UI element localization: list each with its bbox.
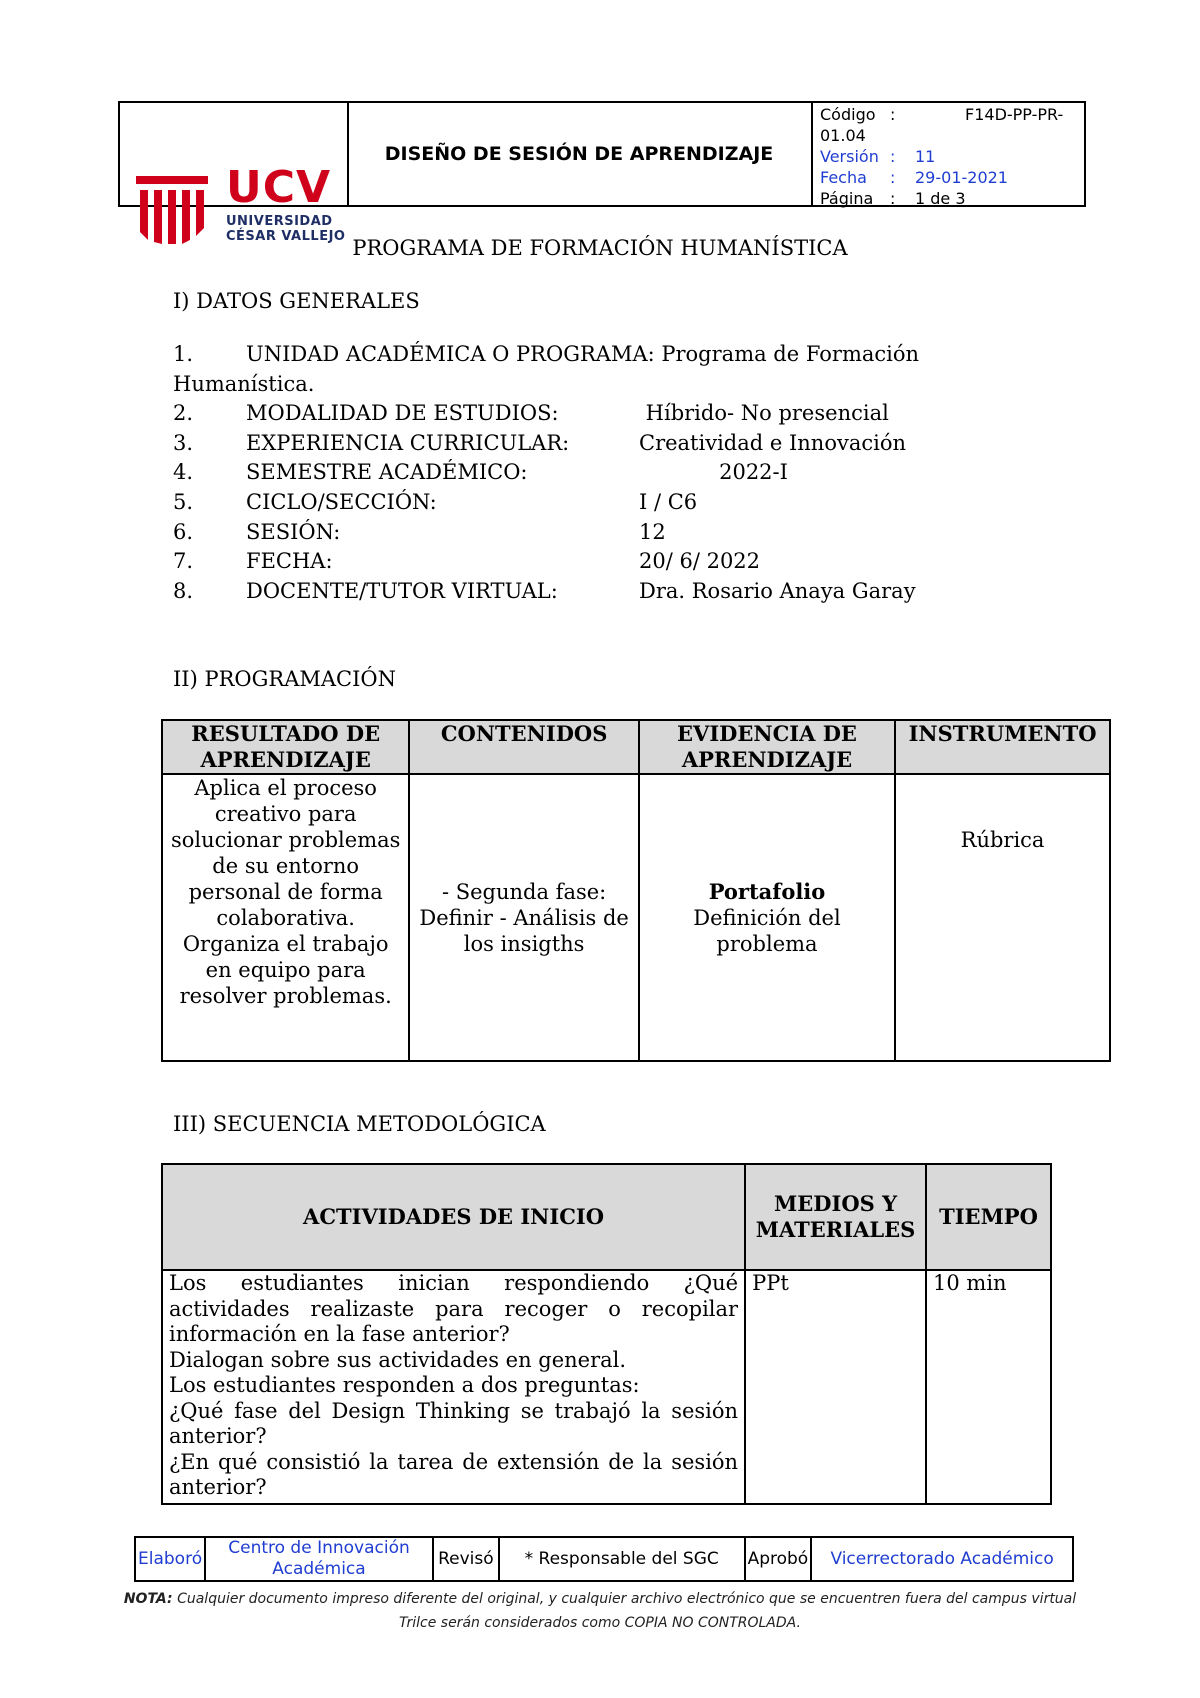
actividades-cell — [162, 1270, 745, 1504]
version-value: 11 — [915, 147, 936, 166]
table-header-row — [162, 1164, 1051, 1270]
footer-note — [120, 1587, 1080, 1635]
actividad-text: Los estudiantes inician respondiendo ¿Qué actividades realizaste para recoger o recopilar información en la fase anterior? — [169, 1271, 739, 1346]
header-instrumento: INSTRUMENTO — [895, 720, 1110, 774]
pagina-label: Página — [820, 189, 874, 208]
elaboro-label: Elaboró — [135, 1537, 205, 1581]
header-resultado: RESULTADO DE APRENDIZAJE — [162, 720, 409, 774]
table-row — [162, 774, 1110, 1061]
document-header: DISEÑO DE SESIÓN DE APRENDIZAJE Código : F14D-PP-PR- 01.04 Versión : 11 Fecha : 29-01-2021 Página : 1 de 3 — [118, 101, 1086, 207]
actividad-text: Los estudiantes responden a dos preguntas: — [169, 1373, 640, 1397]
aprobo-value: Vicerrectorado Académico — [811, 1537, 1073, 1581]
section-secuencia-title: III) SECUENCIA METODOLÓGICA — [173, 1112, 546, 1136]
codigo-label: Código — [820, 105, 876, 124]
header-evidencia: EVIDENCIA DE APRENDIZAJE — [639, 720, 895, 774]
actividad-text: ¿En qué consistió la tarea de extensión de la sesión anterior? — [169, 1449, 739, 1499]
aprobo-label: Aprobó — [745, 1537, 812, 1581]
ucv-brand: UCV — [226, 162, 332, 213]
medios-cell: PPt — [745, 1270, 926, 1504]
ucv-emblem-icon — [134, 170, 210, 246]
header-contenidos: CONTENIDOS — [409, 720, 639, 774]
fecha-value: 29-01-2021 — [915, 168, 1008, 187]
ucv-line1: UNIVERSIDAD — [226, 214, 333, 229]
pagina-value: 1 de 3 — [915, 189, 966, 208]
resultado-cell: Aplica el proceso creativo para solucionar problemas de su entorno personal de forma colaborativa. Organiza el trabajo en equipo para resolver problemas. — [162, 774, 409, 1061]
evidencia-text: Definición del problema — [693, 905, 841, 956]
fecha-label: Fecha — [820, 168, 867, 187]
version-label: Versión — [820, 147, 879, 166]
evidencia-title: Portafolio — [708, 878, 826, 904]
actividad-text: ¿Qué fase del Design Thinking se trabajó la sesión anterior? — [169, 1398, 739, 1448]
reviso-label: Revisó — [433, 1537, 499, 1581]
instrumento-cell: Rúbrica — [895, 774, 1110, 1061]
section-datos-generales-title: I) DATOS GENERALES — [173, 289, 420, 313]
note-text: Cualquier documento impreso diferente del original, y cualquier archivo electrónico que se encuentren fuera del campus virtual Trilce serán considerados como COPIA NO CONTROLADA. — [172, 1591, 1077, 1631]
tiempo-cell: 10 min — [926, 1270, 1051, 1504]
reviso-value: * Responsable del SGC — [499, 1537, 745, 1581]
table-header-row — [162, 720, 1110, 774]
document-title: DISEÑO DE SESIÓN DE APRENDIZAJE — [384, 143, 774, 165]
approval-footer — [134, 1536, 1074, 1582]
contenidos-cell: - Segunda fase: Definir - Análisis de los insigths — [409, 774, 639, 1061]
codigo-value-cont: 01.04 — [820, 126, 866, 145]
header-divider — [811, 103, 813, 205]
elaboro-value: Centro de Innovación Académica — [205, 1537, 433, 1581]
ucv-line2: CÉSAR VALLEJO — [226, 229, 346, 244]
note-label: NOTA: — [123, 1591, 173, 1607]
header-medios: MEDIOS Y MATERIALES — [745, 1164, 926, 1270]
header-tiempo: TIEMPO — [926, 1164, 1051, 1270]
codigo-value: F14D-PP-PR- — [965, 105, 1064, 124]
programacion-table — [161, 719, 1111, 1062]
header-actividades: ACTIVIDADES DE INICIO — [162, 1164, 745, 1270]
secuencia-table — [161, 1163, 1052, 1505]
actividad-text: Dialogan sobre sus actividades en general. — [169, 1347, 627, 1372]
evidencia-cell — [639, 774, 895, 1061]
program-title: PROGRAMA DE FORMACIÓN HUMANÍSTICA — [352, 236, 848, 260]
section-programacion-title: II) PROGRAMACIÓN — [173, 667, 396, 691]
table-row — [162, 1270, 1051, 1504]
table-row — [135, 1537, 1073, 1581]
